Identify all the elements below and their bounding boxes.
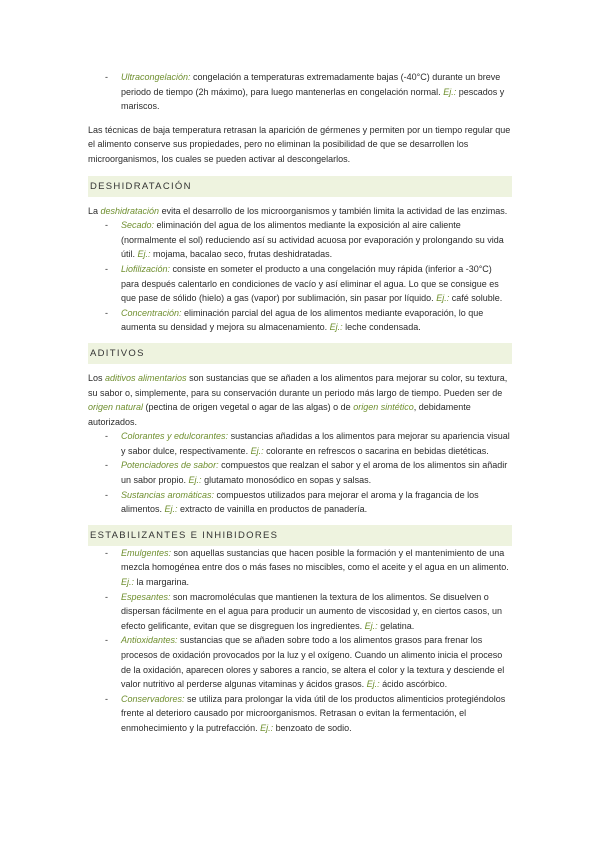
- item-term: Secado:: [121, 220, 155, 231]
- item-term: Sustancias aromáticas:: [121, 489, 215, 500]
- intro-text: Los: [88, 372, 106, 383]
- bullet-dash: -: [105, 431, 108, 442]
- section-heading-aditivos: ADITIVOS: [88, 343, 512, 364]
- example-label: Ej.:: [366, 679, 380, 690]
- item-text: eliminación parcial del agua de los alimentos mediante evaporación, lo que aumenta su densidad y mejora su almacenamiento.: [121, 307, 484, 333]
- item-text: son macromoléculas que mantienen la textura de los alimentos. Se disuelven o dispersan fácilmente en el agua para producir un aumento de viscosidad y, en ciertos casos, un efecto gelificante, evitan que se disgreguen los ingredientes.: [121, 591, 503, 631]
- list-item: [88, 458, 512, 487]
- aditivos-list: [88, 429, 512, 517]
- item-term: Ultracongelación:: [121, 72, 191, 82]
- example-label: Ej.:: [164, 504, 178, 515]
- intro-text: son sustancias que se añaden a los alimentos para mejorar su color, su textura, su sabor o, simplemente, para su conservación durante un periodo más largo de tiempo. Pueden ser de: [88, 372, 508, 398]
- item-text: son aquellas sustancias que hacen posible la formación y el mantenimiento de una mezcla homogénea entre dos o más fases no miscibles, como el aceite y el agua en un alimento.: [121, 547, 509, 573]
- section-heading-deshidratacion: DESHIDRATACIÓN: [88, 176, 512, 197]
- ultracongelacion-list: [88, 70, 512, 114]
- example-text: mojama, bacalao seco, frutas deshidratadas.: [150, 249, 333, 260]
- example-text: pescados y mariscos.: [121, 86, 505, 112]
- example-label: Ej.:: [188, 475, 202, 486]
- item-term: Potenciadores de sabor:: [121, 460, 219, 471]
- example-label: Ej.:: [329, 322, 343, 333]
- bullet-dash: -: [105, 263, 108, 274]
- intro-term: deshidratación: [100, 205, 160, 216]
- aditivos-intro: [88, 371, 512, 429]
- list-item: [88, 70, 512, 114]
- item-term: Conservadores:: [121, 693, 185, 704]
- example-text: la margarina.: [134, 577, 190, 588]
- example-label: Ej.:: [121, 577, 135, 588]
- origen-sintetico-term: origen sintético: [353, 402, 414, 413]
- bullet-dash: -: [105, 591, 108, 602]
- item-text: eliminación del agua de los alimentos mediante la exposición al aire caliente (normalmente el sol) reduciendo así su actividad acuosa por evaporación y prolongando su vida útil.: [121, 220, 504, 260]
- example-text: extracto de vainilla en productos de panadería.: [177, 504, 368, 515]
- intro-text: (pectina de origen vegetal o agar de las algas) o de: [143, 402, 354, 413]
- example-text: gelatina.: [377, 620, 415, 631]
- intro-text: , debidamente autorizados.: [88, 402, 471, 427]
- list-item: [88, 306, 512, 335]
- page-content: [88, 70, 512, 736]
- item-term: Antioxidantes:: [121, 635, 178, 646]
- list-item: [88, 429, 512, 458]
- bullet-dash: -: [105, 460, 108, 471]
- list-item: [88, 633, 512, 691]
- item-text: se utiliza para prolongar la vida útil de los productos alimenticios protegiéndolos frente al deterioro causado por microorganismos. Retrasan o evitan la fermentación, el enmohecimiento y la putrefacción.: [121, 693, 506, 733]
- bullet-dash: -: [105, 489, 108, 500]
- intro-term: aditivos alimentarios: [105, 372, 187, 383]
- example-label: Ej.:: [137, 249, 151, 260]
- example-label: Ej.:: [364, 620, 378, 631]
- item-text: sustancias que se añaden sobre todo a los alimentos grasos para frenar los procesos de oxidación provocados por la luz y el oxígeno. Cuando un alimento inicia el proceso de la oxidación, aparecen olores y sabores a rancio, se altera el color y la textura y desciende el valor nutritivo al perderse algunas vitaminas y ácidos grasos.: [121, 635, 505, 690]
- origen-natural-term: origen natural: [88, 402, 144, 413]
- intro-text: evita el desarrollo de los microorganismos y también limita la actividad de las enzimas.: [159, 205, 508, 216]
- item-text: sustancias añadidas a los alimentos para mejorar su apariencia visual y sabor dulce, respectivamente.: [121, 431, 510, 456]
- deshidratacion-list: [88, 218, 512, 335]
- list-item: [88, 488, 512, 517]
- bullet-dash: -: [105, 307, 108, 318]
- item-term: Liofilización:: [121, 263, 171, 274]
- example-label: Ej.:: [443, 86, 457, 97]
- example-label: Ej.:: [436, 293, 450, 304]
- example-text: café soluble.: [449, 293, 503, 304]
- example-text: ácido ascórbico.: [379, 679, 448, 690]
- bullet-dash: -: [105, 547, 108, 558]
- item-term: Concentración:: [121, 307, 182, 318]
- bullet-dash: -: [105, 220, 108, 231]
- deshidratacion-intro: [88, 204, 512, 219]
- item-term: Espesantes:: [121, 591, 171, 602]
- intro-text: La: [88, 205, 101, 216]
- item-term: Emulgentes:: [121, 547, 172, 558]
- item-text: congelación a temperaturas extremadamente bajas (-40°C) durante un breve periodo de tiempo (2h máximo), para luego mantenerlas en congelación normal.: [121, 72, 501, 97]
- example-text: colorante en refrescos o sacarina en bebidas dietéticas.: [263, 445, 489, 456]
- list-item: [88, 590, 512, 634]
- item-term: Colorantes y edulcorantes:: [121, 431, 229, 442]
- item-text: consiste en someter el producto a una congelación muy rápida (inferior a -30°C) para después calentarlo en condiciones de vacío y así eliminar el agua. Lo que se consigue es que pase de sólido (hielo) a gas (vapor) por sublimación, sin pasar por líquido.: [121, 263, 499, 304]
- example-label: Ej.:: [250, 445, 264, 456]
- bullet-dash: -: [105, 72, 108, 82]
- example-text: leche condensada.: [342, 322, 421, 333]
- item-text: compuestos utilizados para mejorar el aroma y la fragancia de los alimentos.: [121, 489, 479, 515]
- example-label: Ej.:: [260, 722, 274, 733]
- bullet-dash: -: [105, 693, 108, 704]
- section-heading-estabilizantes: ESTABILIZANTES E INHIBIDORES: [88, 525, 512, 546]
- bullet-dash: -: [105, 635, 108, 646]
- example-text: glutamato monosódico en sopas y salsas.: [201, 475, 372, 486]
- estabilizantes-list: [88, 546, 512, 736]
- list-item: [88, 262, 512, 306]
- list-item: [88, 218, 512, 262]
- closing-paragraph: Las técnicas de baja temperatura retrasan la aparición de gérmenes y permiten por un tiempo regular que el alimento conserve sus propiedades, pero no eliminan la posibilidad de que se desarrollen los microorganismos, los cuales se pueden activar al descongelarlos.: [88, 124, 511, 164]
- list-item: [88, 692, 512, 736]
- list-item: [88, 546, 512, 590]
- item-text: compuestos que realzan el sabor y el aroma de los alimentos sin añadir un sabor propio.: [121, 460, 508, 486]
- example-text: benzoato de sodio.: [273, 722, 352, 733]
